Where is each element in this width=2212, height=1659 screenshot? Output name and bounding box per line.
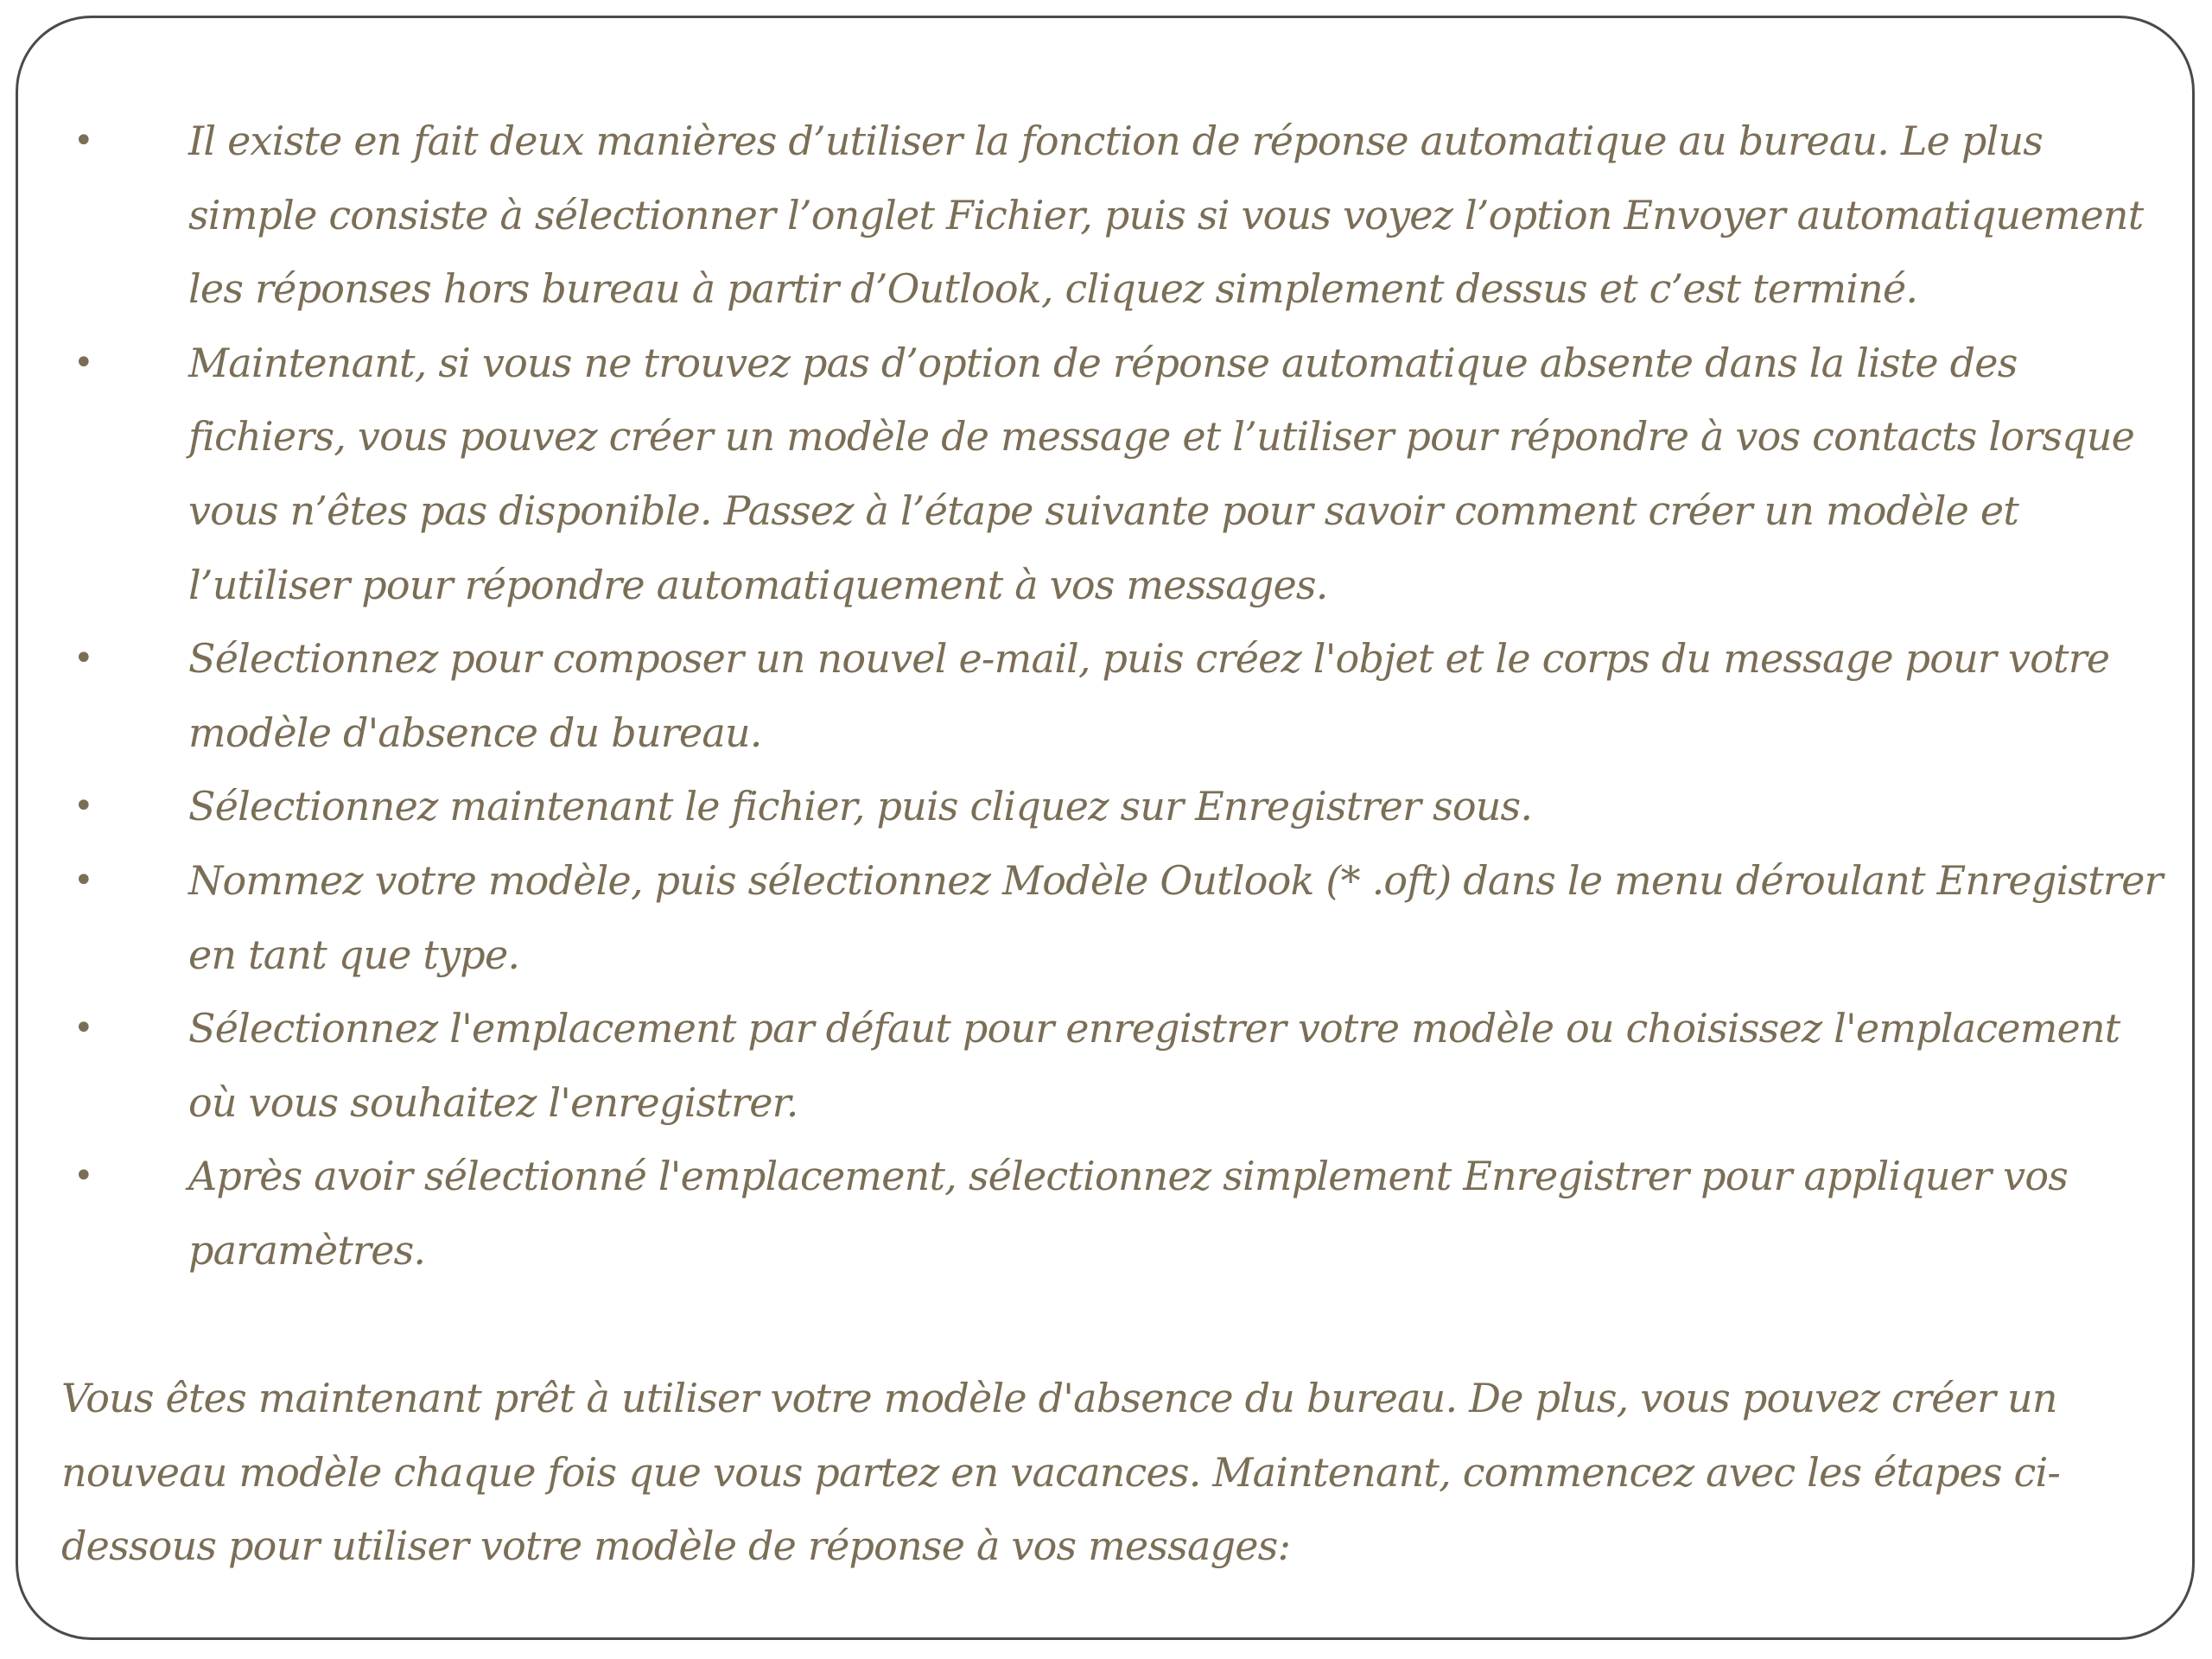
list-item [61, 770, 2170, 844]
list-item-text: Maintenant, si vous ne trouvez pas d’option de réponse automatique absente dans la liste des fichiers, vous pouvez créer un modèle de message et l’utiliser pour répondre à vos contacts lorsque vous n’êtes pas disponible. Passez à l’étape suivante pour savoir comment créer un modèle et l’utiliser pour répondre automatiquement à vos messages. [188, 339, 2135, 608]
list-item-text: Sélectionnez maintenant le fichier, puis cliquez sur Enregistrer sous. [188, 783, 1533, 830]
list-item [61, 844, 2170, 992]
slide-content [61, 105, 2170, 1584]
bullet-list [61, 105, 2170, 1288]
bullet-icon: • [73, 639, 93, 679]
list-item [61, 327, 2170, 622]
list-item-text: Il existe en fait deux manières d’utiliser la fonction de réponse automatique au bureau. Le plus simple consiste à sélectionner l’onglet Fichier, puis si vous voyez l’option Envoyer automatiquement les réponses hors bureau à partir d’Outlook, cliquez simplement dessus et c’est terminé. [188, 118, 2144, 313]
bullet-icon: • [73, 1008, 93, 1049]
list-item [61, 992, 2170, 1140]
bullet-icon: • [73, 121, 93, 161]
bullet-icon: • [73, 860, 93, 900]
bullet-icon: • [73, 1156, 93, 1197]
list-item-text: Sélectionnez pour composer un nouvel e-mail, puis créez l'objet et le corps du message pour votre modèle d'absence du bureau. [188, 635, 2110, 756]
bullet-icon: • [73, 786, 93, 827]
closing-paragraph: Vous êtes maintenant prêt à utiliser votre modèle d'absence du bureau. De plus, vous pouvez créer un nouveau modèle chaque fois que vous partez en vacances. Maintenant, commencez avec les étapes ci-dessous pour utiliser votre modèle de réponse à vos messages: [61, 1375, 2061, 1570]
list-item [61, 622, 2170, 770]
list-item-text: Nommez votre modèle, puis sélectionnez Modèle Outlook (* .oft) dans le menu déroulant Enregistrer en tant que type. [188, 856, 2163, 978]
list-item-text: Sélectionnez l'emplacement par défaut pour enregistrer votre modèle ou choisissez l'emplacement où vous souhaitez l'enregistrer. [188, 1005, 2120, 1126]
list-item [61, 105, 2170, 327]
list-item [61, 1140, 2170, 1287]
slide-frame [16, 16, 2195, 1640]
bullet-icon: • [73, 342, 93, 383]
list-item-text: Après avoir sélectionné l'emplacement, sélectionnez simplement Enregistrer pour appliquer vos paramètres. [188, 1153, 2069, 1274]
